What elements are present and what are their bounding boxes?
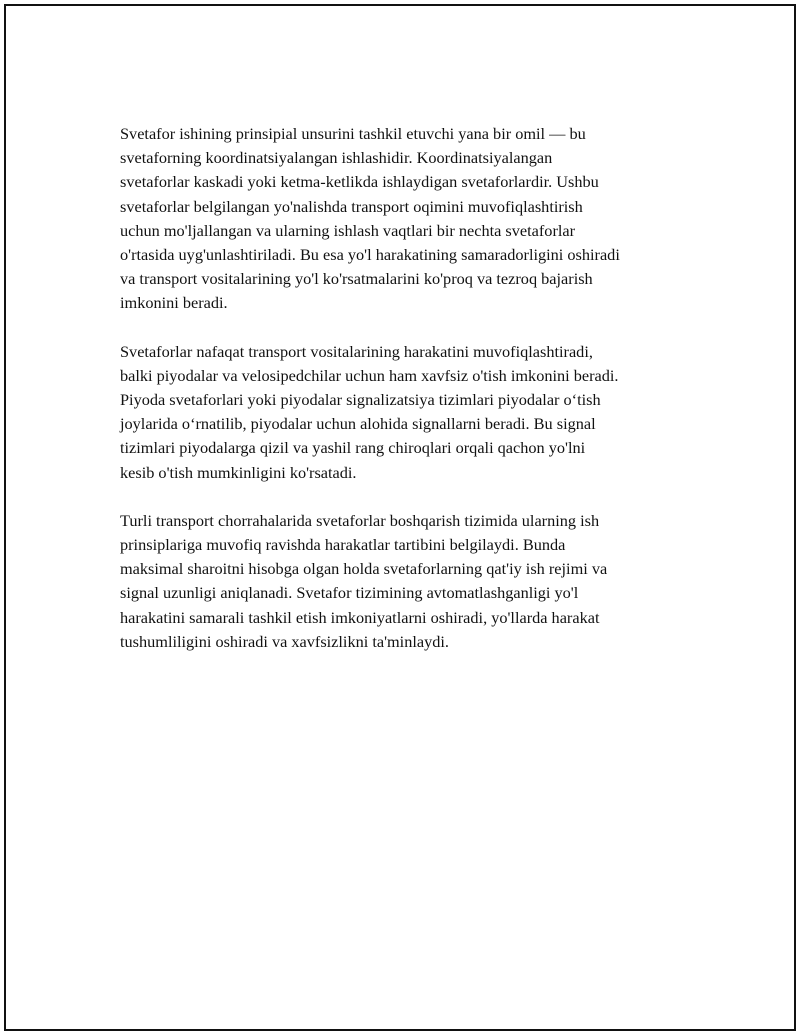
text-line: va transport vositalarining yo'l ko'rsatmalarini ko'proq va tezroq bajarish [120, 269, 593, 289]
page-border [4, 4, 796, 1031]
text-line: signal uzunligi aniqlanadi. Svetafor tizimining avtomatlashganligi yo'l [120, 583, 579, 603]
text-line: prinsiplariga muvofiq ravishda harakatlar tartibini belgilaydi. Bunda [120, 535, 566, 555]
text-line: harakatini samarali tashkil etish imkoniyatlarni oshiradi, yo'llarda harakat [120, 607, 600, 627]
text-line: Svetafor ishining prinsipial unsurini tashkil etuvchi yana bir omil — bu [120, 124, 586, 143]
text-line: tizimlari piyodalarga qizil va yashil rang chiroqlari orqali qachon yo'lni [120, 438, 586, 458]
text-line: svetaforlar belgilangan yo'nalishda transport oqimini muvofiqlashtirish [120, 196, 583, 216]
text-line: Svetaforlar nafaqat transport vositalarining harakatini muvofiqlashtiradi, [120, 341, 593, 361]
text-line: uchun mo'ljallangan va ularning ishlash vaqtlari bir nechta svetaforlar [120, 220, 576, 240]
text-line: kesib o'tish mumkinligini ko'rsatadi. [120, 462, 357, 482]
paragraph-1 [120, 122, 692, 316]
paragraph-2 [120, 340, 692, 485]
text-line: tushumliligini oshiradi va xavfsizlikni ta'minlaydi. [120, 631, 449, 651]
text-line: svetaforlar kaskadi yoki ketma-ketlikda ishlaydigan svetaforlardir. Ushbu [120, 172, 599, 192]
text-line: o'rtasida uyg'unlashtiriladi. Bu esa yo'l harakatining samaradorligini oshiradi [120, 245, 620, 265]
text-line: maksimal sharoitni hisobga olgan holda svetaforlarning qat'iy ish rejimi va [120, 559, 608, 579]
text-line: Piyoda svetaforlari yoki piyodalar signalizatsiya tizimlari piyodalar o‘tish [120, 390, 601, 410]
text-line: svetaforning koordinatsiyalangan ishlashidir. Koordinatsiyalangan [120, 148, 553, 168]
paragraph-3 [120, 509, 692, 654]
text-line: balki piyodalar va velosipedchilar uchun ham xavfsiz o'tish imkonini beradi. [120, 365, 619, 385]
text-line: joylarida o‘rnatilib, piyodalar uchun alohida signallarni beradi. Bu signal [120, 414, 596, 434]
text-line: Turli transport chorrahalarida svetaforlar boshqarish tizimida ularning ish [120, 510, 600, 530]
document-body [120, 122, 692, 654]
text-line: imkonini beradi. [120, 293, 228, 313]
